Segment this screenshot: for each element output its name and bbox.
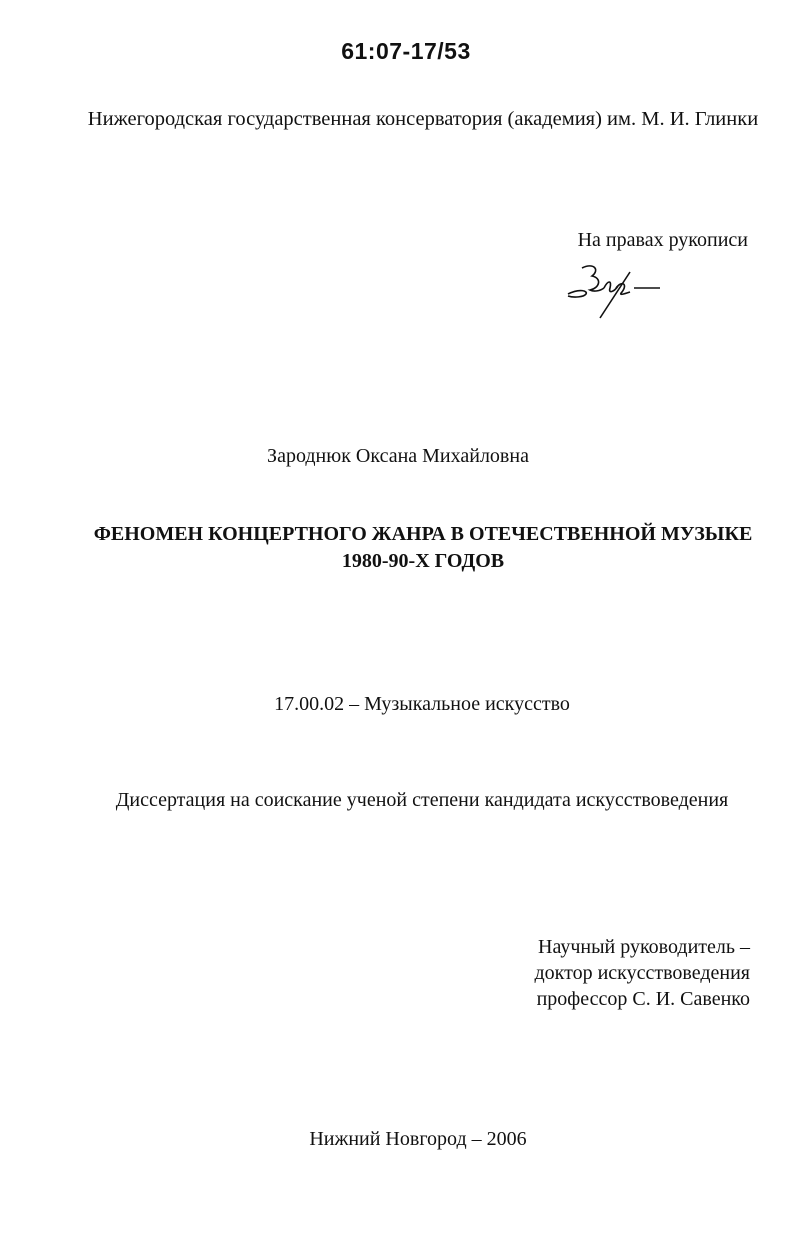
degree-statement: Диссертация на соискание ученой степени кандидата искусствоведения	[115, 789, 729, 811]
dissertation-title-line-2: 1980-90-Х ГОДОВ	[341, 550, 505, 572]
handwritten-signature	[560, 258, 670, 328]
rights-notice: На правах рукописи	[577, 229, 748, 251]
scientific-advisor	[534, 934, 750, 1012]
institution-name: Нижегородская государственная консерватория (академия) им. М. И. Глинки	[87, 108, 759, 130]
city-year: Нижний Новгород – 2006	[309, 1128, 527, 1150]
author-name: Зароднюк Оксана Михайловна	[267, 445, 529, 467]
advisor-line-1: Научный руководитель –	[538, 936, 750, 958]
dissertation-title-line-1: ФЕНОМЕН КОНЦЕРТНОГО ЖАНРА В ОТЕЧЕСТВЕННОЙ МУЗЫКЕ	[93, 523, 753, 545]
dissertation-title	[0, 521, 796, 575]
advisor-line-3: профессор С. И. Савенко	[536, 988, 750, 1010]
archive-code: 61:07-17/53	[341, 38, 471, 64]
advisor-line-2: доктор искусствоведения	[534, 962, 750, 984]
specialty-code: 17.00.02 – Музыкальное искусство	[274, 693, 570, 715]
